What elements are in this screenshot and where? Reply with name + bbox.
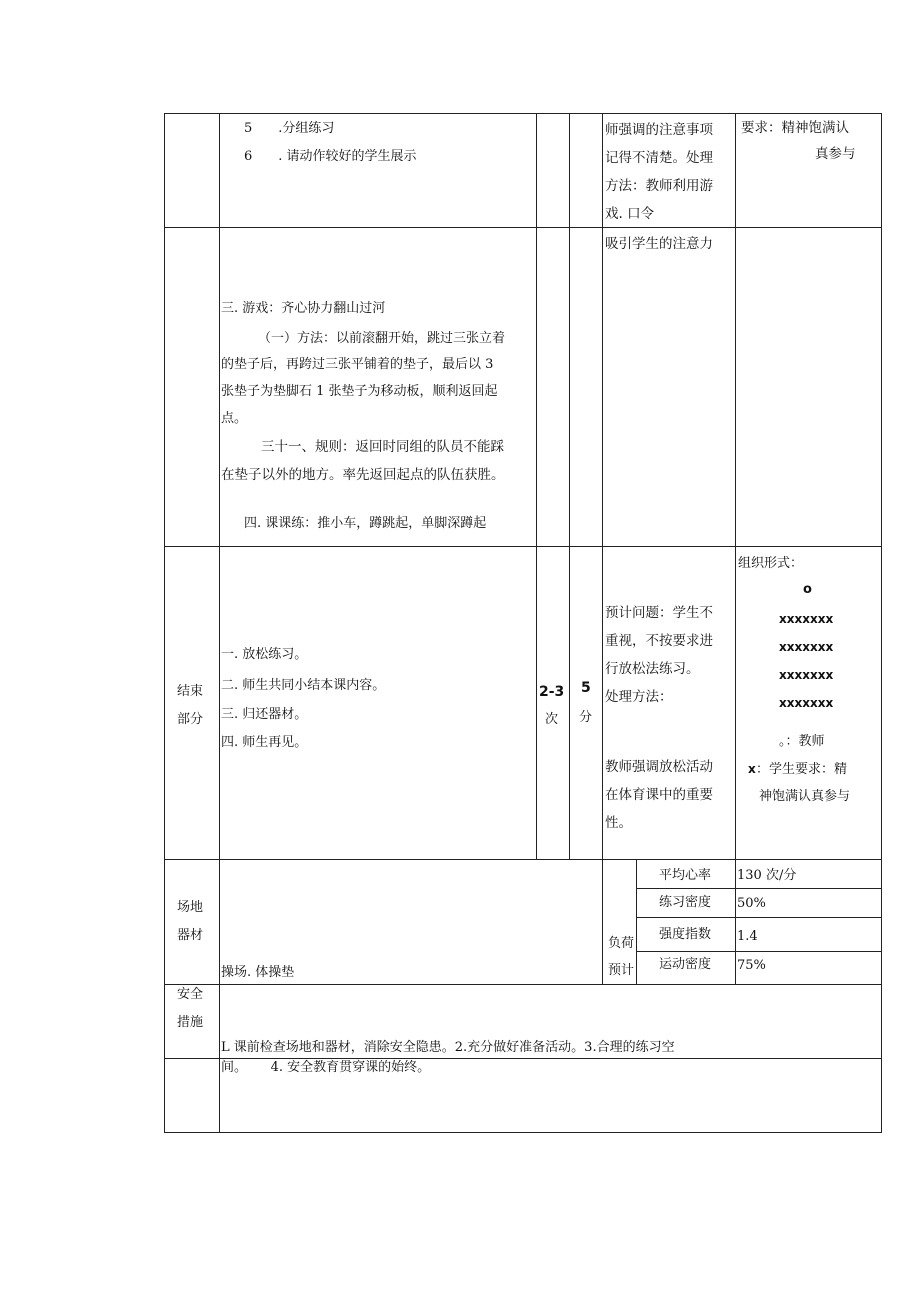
closing-item: 二. 师生共同小结本课内容。 xyxy=(221,678,386,693)
table-border xyxy=(219,113,220,1132)
metric-value: 1.4 xyxy=(737,929,758,944)
formation-row: xxxxxxx xyxy=(779,668,834,682)
safety-text: L 课前检查场地和器材，消除安全隐患。2.充分做好准备活动。3.合理的练习空 xyxy=(221,1040,675,1055)
metric-name: 练习密度 xyxy=(659,895,712,910)
metric-name: 强度指数 xyxy=(659,927,712,942)
load-label: 负荷 xyxy=(608,936,635,951)
closing-item: 一. 放松练习。 xyxy=(221,647,308,662)
note-line: 吸引学生的注意力 xyxy=(605,236,713,252)
requirement-line: 要求：精神饱满认 xyxy=(741,120,849,136)
metric-value: 130 次/分 xyxy=(737,868,797,883)
table-border xyxy=(636,859,637,984)
safety-label: 安全 xyxy=(177,987,204,1002)
table-border xyxy=(881,113,882,1132)
metric-value: 50% xyxy=(737,896,766,911)
times-unit: 次 xyxy=(545,712,559,727)
load-label: 预计 xyxy=(608,963,635,978)
table-border xyxy=(569,113,570,859)
table-border xyxy=(164,984,882,985)
venue-value: 操场. 体操垫 xyxy=(221,965,295,980)
table-border xyxy=(164,227,882,228)
section-label: 部分 xyxy=(177,712,204,727)
venue-label: 场地 xyxy=(177,900,204,915)
times-value: 2-3 xyxy=(539,684,565,700)
requirement-line: 神饱满认真参与 xyxy=(759,789,851,804)
note-line: 教师强调放松活动 xyxy=(605,759,713,775)
safety-text: 间。 4. 安全教育贯穿课的始终。 xyxy=(221,1060,431,1075)
note-line: 记得不清楚。处理 xyxy=(605,150,713,166)
legend-student: ：学生要求：精 xyxy=(756,762,848,777)
legend-teacher: 。：教师 xyxy=(779,734,825,749)
metric-name: 运动密度 xyxy=(659,957,712,972)
note-line: 预计问题：学生不 xyxy=(605,605,713,621)
minutes-value: 5 xyxy=(581,680,591,696)
note-line: 师强调的注意事项 xyxy=(605,122,713,138)
game-title: 三. 游戏：齐心协力翻山过河 xyxy=(221,301,386,316)
requirement-line: 真参与 xyxy=(815,146,856,162)
table-border xyxy=(636,951,882,952)
table-border xyxy=(164,1132,882,1133)
practice-item: 5 .分组练习 xyxy=(244,121,335,136)
closing-item: 三. 归还器材。 xyxy=(221,707,308,722)
table-border xyxy=(164,113,165,1132)
note-line: 戏. 口令 xyxy=(605,206,655,222)
practice-item: 6 . 请动作较好的学生展示 xyxy=(244,149,417,164)
rule-line: 在垫子以外的地方。率先返回起点的队伍获胜。 xyxy=(221,467,505,483)
metric-value: 75% xyxy=(737,958,766,973)
daily-practice: 四. 课课练：推小车，蹲跳起，单脚深蹲起 xyxy=(244,516,487,531)
table-border xyxy=(636,888,882,889)
formation-row: xxxxxxx xyxy=(779,612,834,626)
metric-name: 平均心率 xyxy=(659,868,712,883)
closing-item: 四. 师生再见。 xyxy=(221,735,308,750)
table-border xyxy=(164,546,882,547)
rule-line: 三十一、规则：返回时同组的队员不能踩 xyxy=(261,439,504,455)
minutes-unit: 分 xyxy=(579,710,593,725)
legend-student-symbol: x xyxy=(748,762,756,776)
table-border xyxy=(735,113,736,984)
table-border xyxy=(164,859,882,860)
note-line: 在体育课中的重要 xyxy=(605,787,713,803)
organization-title: 组织形式： xyxy=(738,556,804,571)
method-line: 张垫子为垫脚石 1 张垫子为移动板，顺利返回起 xyxy=(221,384,498,399)
method-line: 点。 xyxy=(221,411,248,426)
note-line: 方法：教师利用游 xyxy=(605,178,713,194)
method-line: 的垫子后，再跨过三张平铺着的垫子，最后以 3 xyxy=(221,357,494,372)
teacher-position: o xyxy=(803,582,812,597)
formation-row: xxxxxxx xyxy=(779,696,834,710)
note-line: 性。 xyxy=(605,815,632,831)
note-line: 行放松法练习。 xyxy=(605,661,700,677)
safety-label: 措施 xyxy=(177,1015,204,1030)
table-border xyxy=(164,113,882,114)
table-border xyxy=(164,1058,882,1059)
table-border xyxy=(536,113,537,859)
section-label: 结束 xyxy=(177,684,204,699)
venue-label: 器材 xyxy=(177,928,204,943)
note-line: 处理方法： xyxy=(605,689,673,705)
method-line: （一）方法：以前滚翻开始，跳过三张立着 xyxy=(258,331,506,346)
table-border xyxy=(636,917,882,918)
note-line: 重视，不按要求进 xyxy=(605,633,713,649)
formation-row: xxxxxxx xyxy=(779,640,834,654)
table-border xyxy=(602,113,603,984)
